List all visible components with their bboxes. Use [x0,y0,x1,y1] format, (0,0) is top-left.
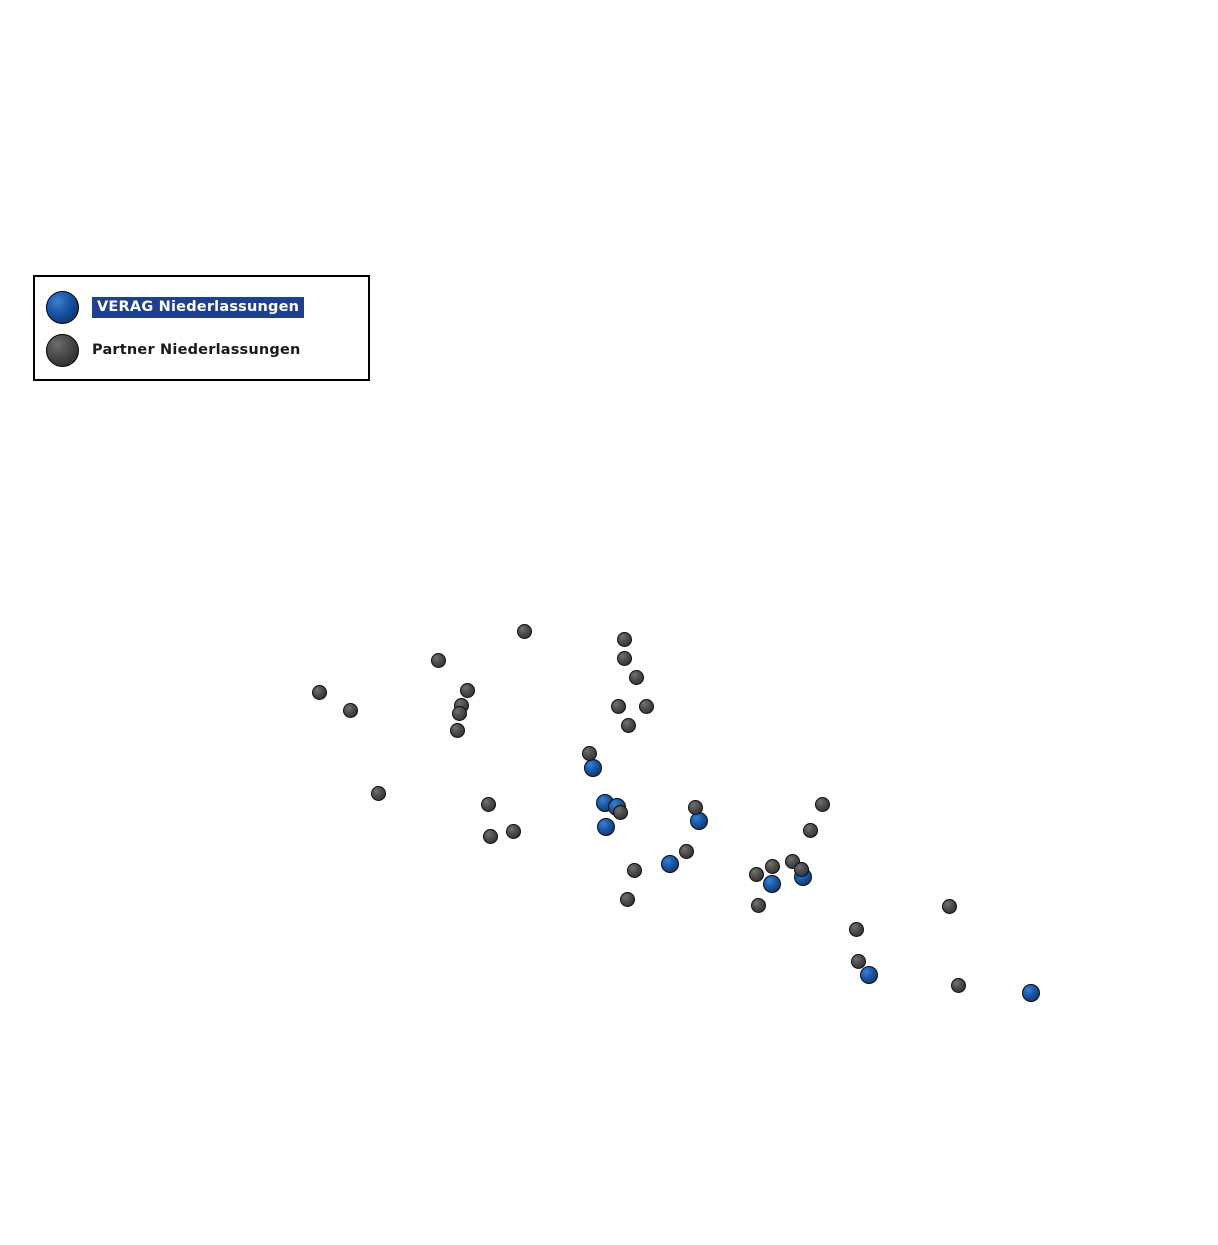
map-marker-partner[interactable] [679,844,694,859]
map-marker-partner[interactable] [452,706,467,721]
map-marker-partner[interactable] [851,954,866,969]
legend-item-verag-label: VERAG Niederlassungen [92,297,304,318]
legend-item-partner-label: Partner Niederlassungen [92,342,301,358]
map-marker-partner[interactable] [483,829,498,844]
map-marker-partner[interactable] [803,823,818,838]
map-marker-partner[interactable] [450,723,465,738]
legend-item-verag[interactable] [35,285,368,329]
map-legend [33,275,370,381]
map-marker-verag[interactable] [584,759,602,777]
map-marker-partner[interactable] [312,685,327,700]
map-marker-partner[interactable] [431,653,446,668]
map-marker-verag[interactable] [1022,984,1040,1002]
map-marker-partner[interactable] [629,670,644,685]
map-marker-partner[interactable] [343,703,358,718]
map-marker-partner[interactable] [620,892,635,907]
map-marker-verag[interactable] [763,875,781,893]
map-marker-partner[interactable] [749,867,764,882]
legend-item-partner[interactable] [35,328,368,372]
map-marker-partner[interactable] [371,786,386,801]
map-marker-verag[interactable] [690,812,708,830]
map-marker-partner[interactable] [627,863,642,878]
map-marker-partner[interactable] [849,922,864,937]
map-marker-partner[interactable] [617,651,632,666]
map-marker-partner[interactable] [517,624,532,639]
map-marker-partner[interactable] [815,797,830,812]
map-marker-verag[interactable] [661,855,679,873]
map-marker-partner[interactable] [951,978,966,993]
map-marker-partner[interactable] [506,824,521,839]
map-marker-partner[interactable] [611,699,626,714]
map-marker-partner[interactable] [460,683,475,698]
map-marker-partner[interactable] [765,859,780,874]
map-marker-verag[interactable] [597,818,615,836]
map-marker-partner[interactable] [613,805,628,820]
map-marker-verag[interactable] [860,966,878,984]
map-marker-partner[interactable] [942,899,957,914]
verag-marker-icon [46,291,79,324]
map-marker-partner[interactable] [688,800,703,815]
map-marker-partner[interactable] [582,746,597,761]
map-marker-partner[interactable] [794,862,809,877]
partner-marker-icon [46,334,79,367]
map-marker-partner[interactable] [621,718,636,733]
map-marker-partner[interactable] [751,898,766,913]
map-marker-partner[interactable] [639,699,654,714]
map-marker-partner[interactable] [481,797,496,812]
map-marker-partner[interactable] [617,632,632,647]
